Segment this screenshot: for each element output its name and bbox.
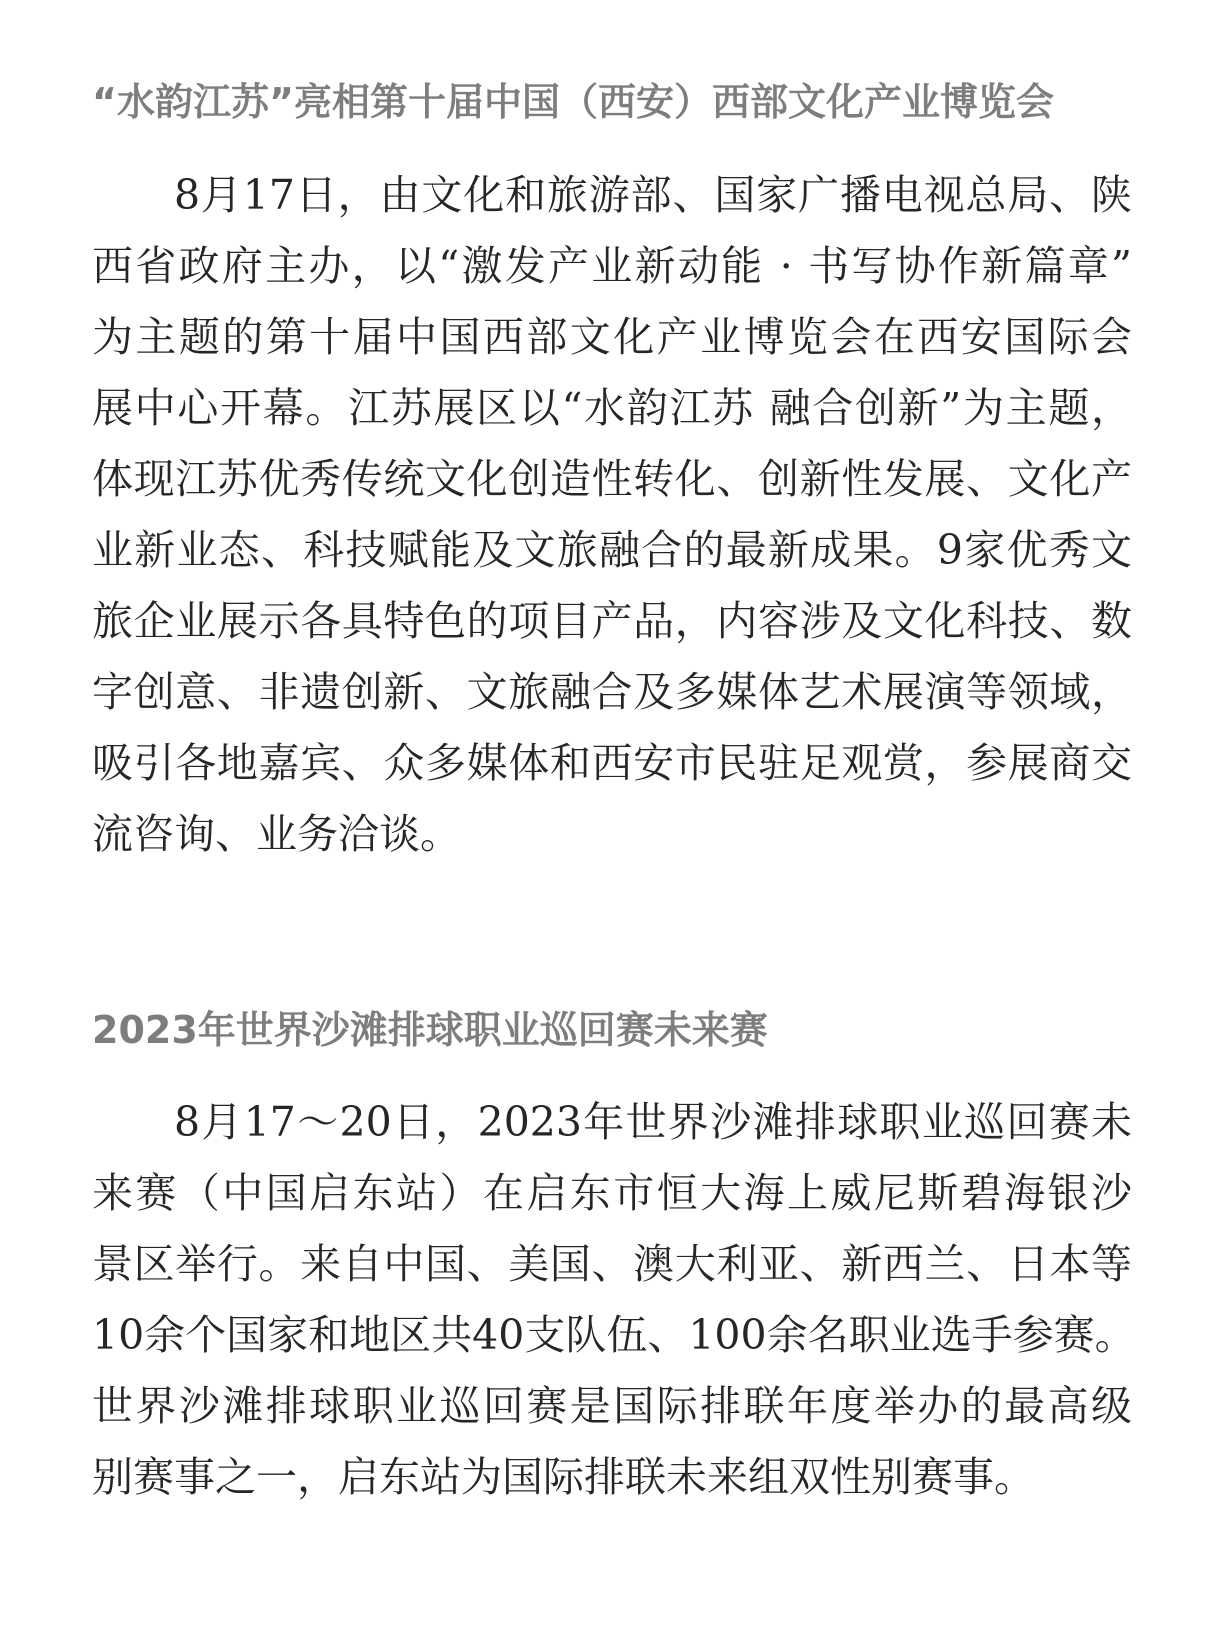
article-1-line: 字创意、非遗创新、文旅融合及多媒体艺术展演等领域， [92, 668, 1132, 716]
article-1-line: 8月17日，由文化和旅游部、国家广播电视总局、陕 [174, 171, 1132, 219]
article-2-line: 别赛事之一，启东站为国际排联未来组双性别赛事。 [92, 1453, 1035, 1501]
article-1-line: 展中心开幕。江苏展区以“水韵江苏 融合创新”为主题， [92, 384, 1132, 432]
article-2-line: 世界沙滩排球职业巡回赛是国际排联年度举办的最高级 [92, 1382, 1132, 1430]
article-2-line: 来赛（中国启东站）在启东市恒大海上威尼斯碧海银沙 [92, 1169, 1132, 1217]
article-1-line: 流咨询、业务洽谈。 [92, 810, 461, 858]
article-1-line: 旅企业展示各具特色的项目产品，内容涉及文化科技、数 [92, 597, 1132, 645]
article-1-line: 为主题的第十届中国西部文化产业博览会在西安国际会 [92, 313, 1132, 361]
article-2-body [92, 1087, 1136, 1513]
article-1-line: 吸引各地嘉宾、众多媒体和西安市民驻足观赏，参展商交 [92, 739, 1132, 787]
article-1-line: 西省政府主办，以“激发产业新动能 · 书写协作新篇章” [92, 242, 1132, 290]
article-1-line: 体现江苏优秀传统文化创造性转化、创新性发展、文化产 [92, 455, 1132, 503]
article-1-body [92, 160, 1132, 870]
article-2-line: 景区举行。来自中国、美国、澳大利亚、新西兰、日本等 [92, 1240, 1132, 1288]
article-2-title: 2023年世界沙滩排球职业巡回赛未来赛 [92, 1008, 768, 1052]
article-1-line: 业新业态、科技赋能及文旅融合的最新成果。9家优秀文 [92, 526, 1132, 574]
article-1-title: “水韵江苏”亮相第十届中国（西安）西部文化产业博览会 [92, 80, 1054, 124]
article-2-line: 8月17～20日，2023年世界沙滩排球职业巡回赛未 [174, 1098, 1132, 1146]
article-2-line: 10余个国家和地区共40支队伍、100余名职业选手参赛。 [92, 1311, 1136, 1359]
